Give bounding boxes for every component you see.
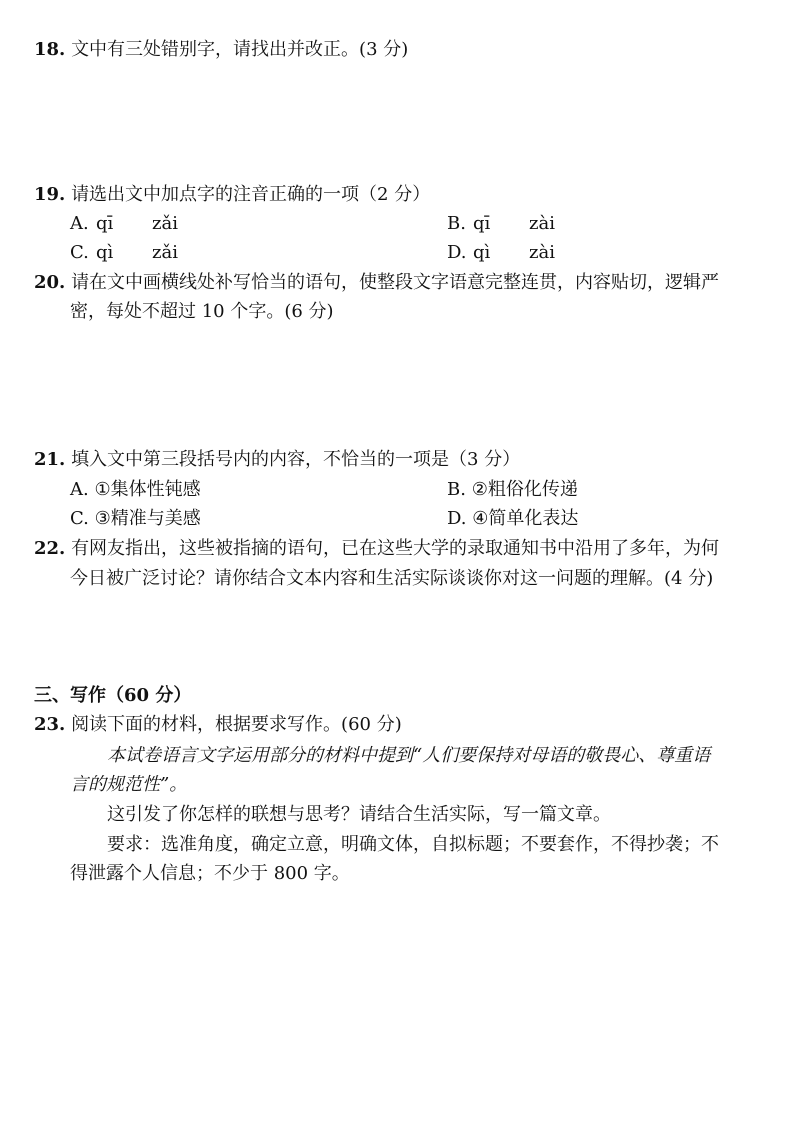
q22-text-2: 今日被广泛讨论？请你结合文本内容和生活实际谈谈你对这一问题的理解。(4 分) bbox=[70, 568, 714, 589]
q19-option-a: A. qī zǎi bbox=[70, 213, 178, 234]
q20-text-2: 密，每处不超过 10 个字。(6 分) bbox=[70, 301, 334, 322]
q18-number: 18. bbox=[34, 39, 66, 60]
q20-text-1: 请在文中画横线处补写恰当的语句，使整段文字语意完整连贯，内容贴切，逻辑严 bbox=[71, 272, 720, 293]
q21-option-c: C. ③精准与美感 bbox=[70, 508, 201, 529]
q23-text: 阅读下面的材料，根据要求写作。(60 分) bbox=[71, 714, 402, 735]
q21-option-a: A. ①集体性钝感 bbox=[70, 479, 201, 500]
q21-text: 填入文中第三段括号内的内容，不恰当的一项是（3 分） bbox=[71, 449, 521, 470]
q21-number: 21. bbox=[34, 449, 66, 470]
q19-text: 请选出文中加点字的注音正确的一项（2 分） bbox=[71, 184, 431, 205]
q18-text: 文中有三处错别字，请找出并改正。(3 分) bbox=[71, 39, 409, 60]
section-3-title: 三、写作（60 分） bbox=[34, 685, 192, 706]
q23-requirements-line-1: 要求：选准角度，确定立意，明确文体，自拟标题；不要套作，不得抄袭；不 bbox=[107, 834, 719, 855]
q23-requirements-line-2: 得泄露个人信息；不少于 800 字。 bbox=[70, 863, 350, 884]
q19-option-c: C. qì zǎi bbox=[70, 242, 178, 263]
q20-line-1 bbox=[34, 271, 719, 295]
q23-material-line-1: 本试卷语言文字运用部分的材料中提到“人们要保持对母语的敬畏心、尊重语 bbox=[107, 745, 711, 766]
q22-text-1: 有网友指出，这些被指摘的语句，已在这些大学的录取通知书中沿用了多年，为何 bbox=[71, 538, 720, 559]
q22-line-1 bbox=[34, 537, 719, 561]
q19-number: 19. bbox=[34, 184, 66, 205]
q21-option-d: D. ④简单化表达 bbox=[447, 508, 579, 529]
q21-option-b: B. ②粗俗化传递 bbox=[447, 479, 578, 500]
q22-number: 22. bbox=[34, 538, 66, 559]
q22-line-2 bbox=[70, 567, 713, 591]
q21-line bbox=[34, 448, 520, 472]
q19-line bbox=[34, 183, 430, 207]
q20-line-2 bbox=[70, 300, 334, 324]
q23-number: 23. bbox=[34, 714, 66, 735]
q18-line bbox=[34, 38, 408, 62]
q19-option-b: B. qī zài bbox=[447, 213, 555, 234]
q20-number: 20. bbox=[34, 272, 66, 293]
q23-prompt: 这引发了你怎样的联想与思考？请结合生活实际，写一篇文章。 bbox=[107, 804, 611, 825]
q23-line bbox=[34, 713, 402, 737]
q23-material-line-2: 言的规范性”。 bbox=[70, 774, 188, 795]
q19-option-d: D. qì zài bbox=[447, 242, 555, 263]
